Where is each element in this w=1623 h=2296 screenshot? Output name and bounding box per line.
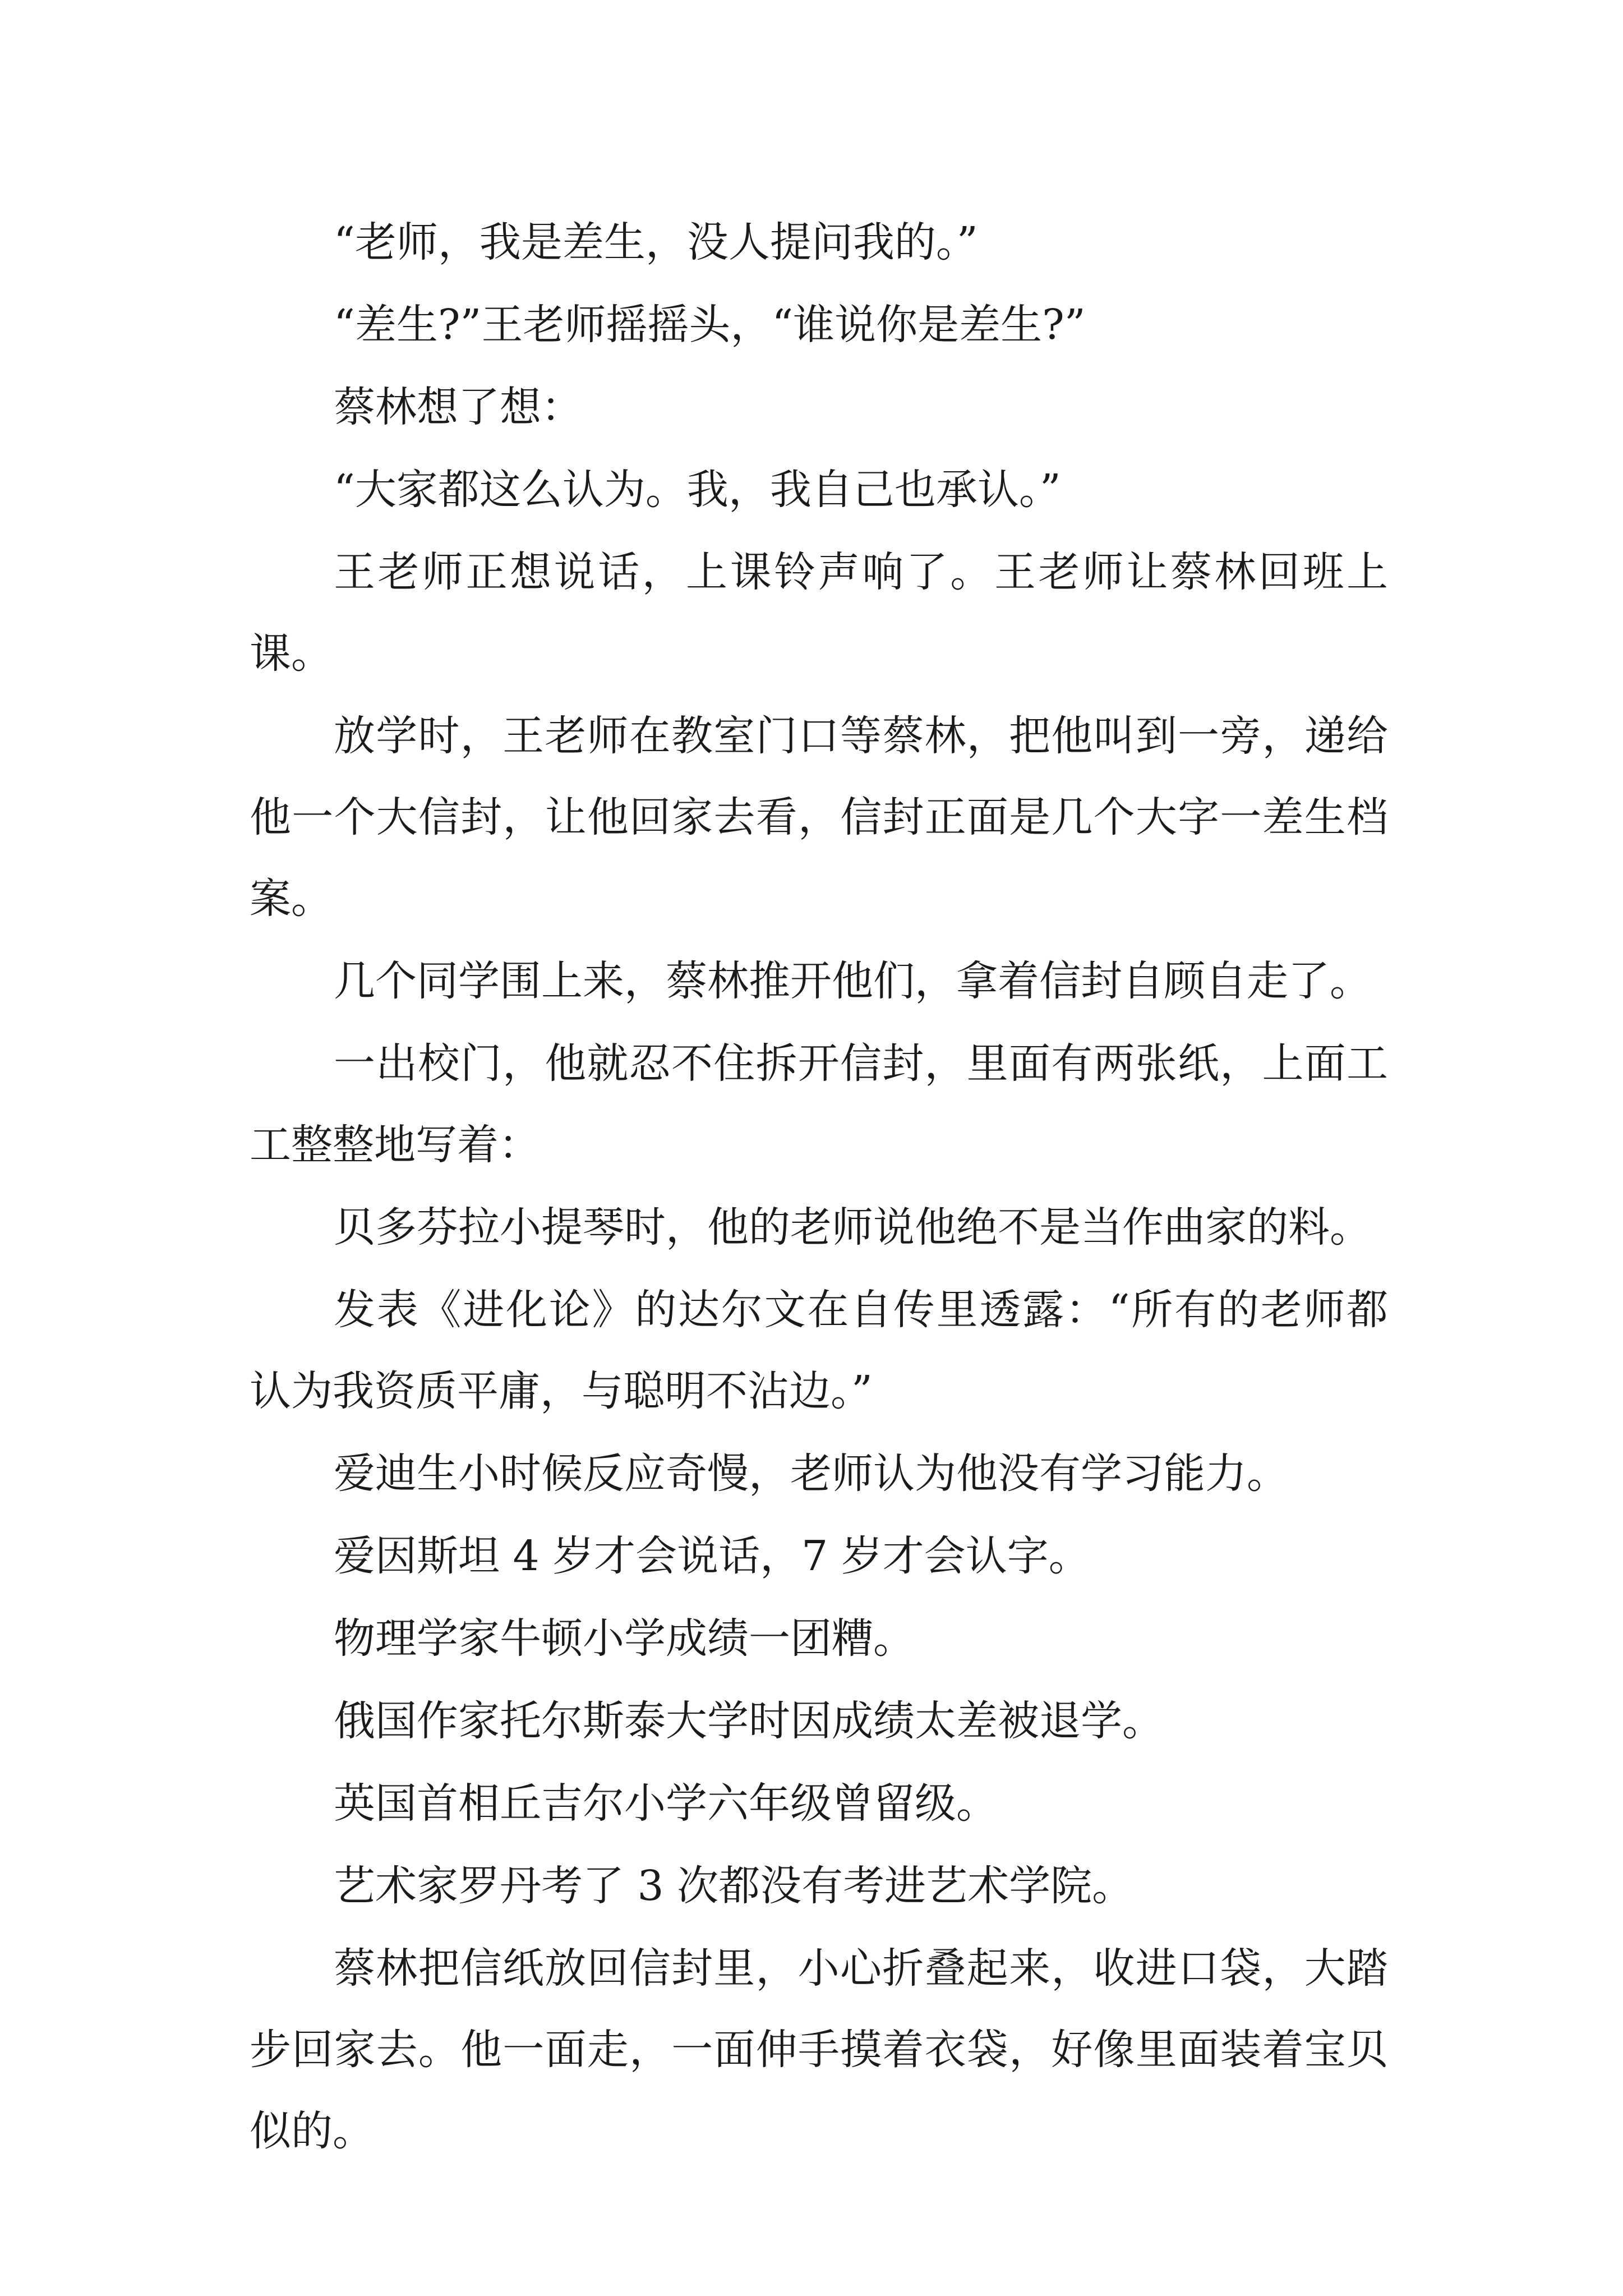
paragraph: 几个同学围上来，蔡林推开他们，拿着信封自顾自走了。: [334, 957, 1371, 1005]
paragraph: 放学时，王老师在教室门口等蔡林，把他叫到一旁，递给他一个大信封，让他回家去看，信封正面是几个大字一差生档案。: [250, 712, 1388, 923]
paragraph: 蔡林想了想：: [334, 383, 583, 431]
paragraph: “老师，我是差生，没人提问我的。”: [334, 218, 978, 266]
paragraph: 发表《进化论》的达尔文在自传里透露：“所有的老师都认为我资质平庸，与聪明不沾边。”: [250, 1286, 1388, 1415]
paragraph: 英国首相丘吉尔小学六年级曾留级。: [334, 1779, 998, 1828]
paragraph: 爱因斯坦 4 岁才会说话，7 岁才会认字。: [334, 1532, 1090, 1580]
paragraph: “差生?”王老师摇摇头，“谁说你是差生?”: [334, 301, 1086, 349]
paragraph: 俄国作家托尔斯泰大学时因成绩太差被退学。: [334, 1697, 1164, 1745]
paragraph: 爱迪生小时候反应奇慢，老师认为他没有学习能力。: [334, 1450, 1288, 1498]
paragraph: 艺术家罗丹考了 3 次都没有考进艺术学院。: [334, 1862, 1134, 1910]
paragraph: “大家都这么认为。我，我自己也承认。”: [334, 466, 1061, 514]
paragraph: 一出校门，他就忍不住拆开信封，里面有两张纸，上面工工整整地写着：: [250, 1039, 1388, 1169]
paragraph: 王老师正想说话，上课铃声响了。王老师让蔡林回班上课。: [250, 548, 1388, 678]
paragraph: 物理学家牛顿小学成绩一团糟。: [334, 1614, 915, 1663]
document-body: [250, 202, 1388, 2173]
paragraph: 贝多芬拉小提琴时，他的老师说他绝不是当作曲家的料。: [334, 1203, 1371, 1251]
paragraph: 蔡林把信纸放回信封里，小心折叠起来，收进口袋，大踏步回家去。他一面走，一面伸手摸着衣袋，好像里面装着宝贝似的。: [250, 1944, 1388, 2155]
